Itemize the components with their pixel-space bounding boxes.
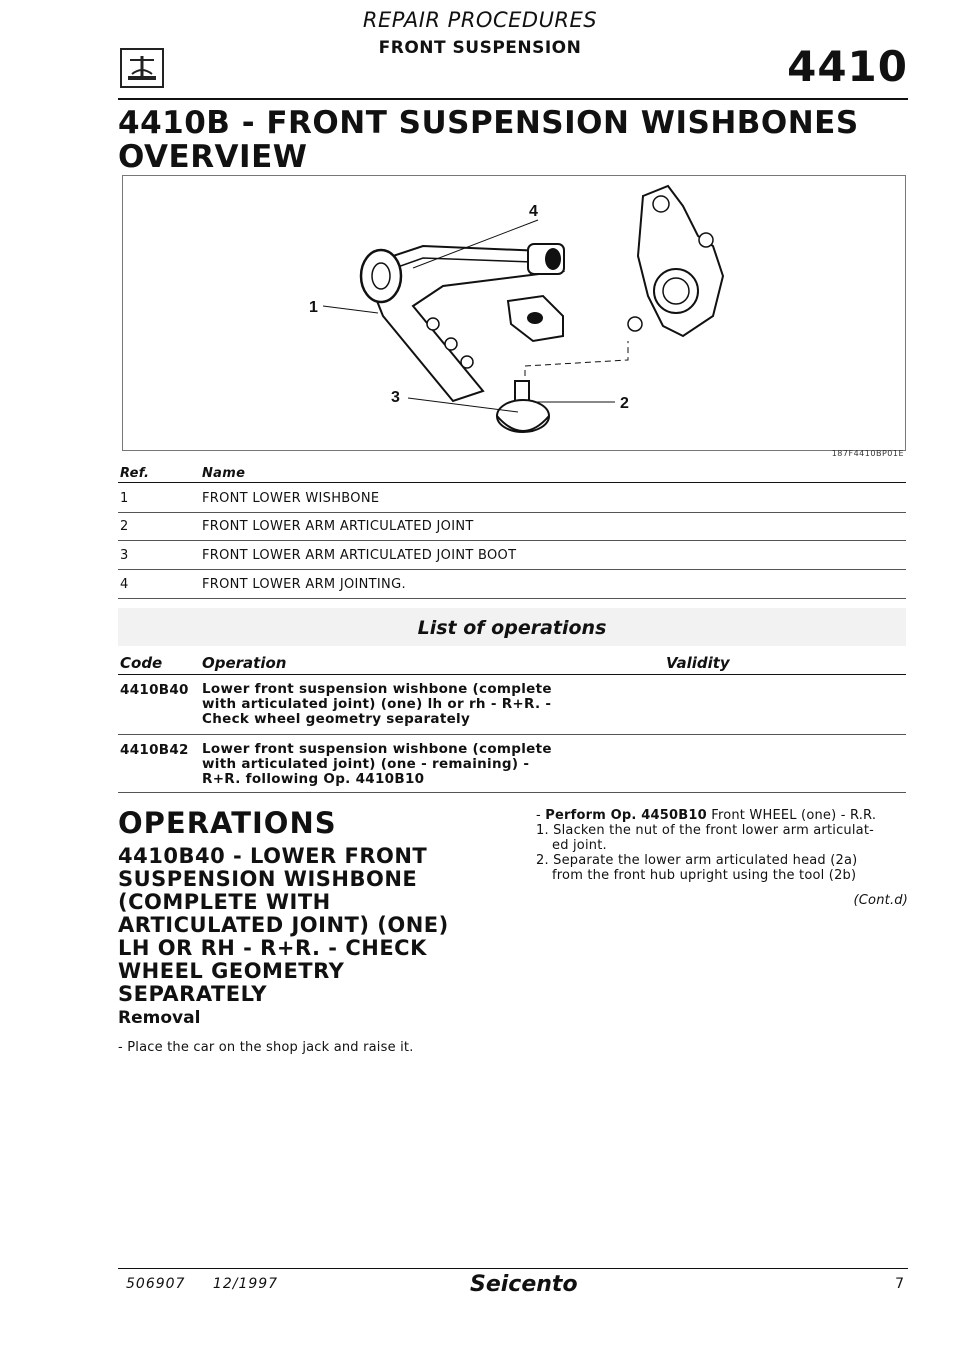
op-description	[202, 682, 582, 727]
callout-4: 4	[529, 203, 538, 220]
op-line: Check wheel geometry separately	[202, 711, 471, 727]
op-line: with articulated joint) (one) lh or rh - R+R. -	[202, 696, 552, 712]
subheading-line: WHEEL GEOMETRY	[118, 959, 345, 983]
footer-divider	[118, 1268, 908, 1269]
code-header: Code	[120, 654, 163, 672]
header-code: 4410	[787, 42, 908, 91]
wishbone-illustration	[123, 176, 905, 450]
divider	[118, 569, 906, 570]
header-section: REPAIR PROCEDURES	[362, 8, 598, 32]
operation-subheading	[118, 845, 518, 1006]
step-perform: - Perform Op. 4450B10 Front WHEEL (one) - R.R.	[536, 808, 877, 823]
operation-header: Operation	[202, 654, 287, 672]
op-line: with articulated joint) (one - remaining) -	[202, 756, 530, 772]
ref-cell: 1	[120, 491, 129, 506]
subheading-line: LH OR RH - R+R. - CHECK	[118, 936, 427, 960]
name-cell: FRONT LOWER ARM ARTICULATED JOINT	[202, 519, 474, 534]
step-2-cont: from the front hub upright using the tool (2b)	[552, 868, 857, 883]
page-number: 7	[895, 1276, 904, 1292]
procedure-steps	[536, 808, 908, 908]
op-code: 4410B40	[120, 682, 189, 698]
doc-number: 506907	[126, 1276, 186, 1292]
op-line: Lower front suspension wishbone (complete	[202, 681, 552, 697]
brand-logo: Seicento	[470, 1272, 578, 1297]
op-description	[202, 742, 582, 787]
name-cell: FRONT LOWER ARM JOINTING.	[202, 577, 406, 592]
name-header: Name	[202, 466, 246, 481]
doc-date: 12/1997	[212, 1276, 279, 1292]
divider	[118, 674, 906, 675]
op-line: Lower front suspension wishbone (complete	[202, 741, 552, 757]
callout-2: 2	[620, 395, 629, 412]
page-title-line1: 4410B - FRONT SUSPENSION WISHBONES	[118, 105, 859, 141]
step-1-cont: ed joint.	[552, 838, 607, 853]
divider	[118, 598, 906, 599]
divider	[118, 540, 906, 541]
step-1: 1. Slacken the nut of the front lower arm articulat-	[536, 823, 875, 838]
continued-note: (Cont.d)	[853, 893, 908, 908]
subheading-line: ARTICULATED JOINT) (ONE)	[118, 913, 449, 937]
exploded-diagram	[122, 175, 906, 451]
divider	[118, 482, 906, 483]
op-line: R+R. following Op. 4410B10	[202, 771, 425, 787]
operations-table	[118, 654, 906, 794]
operations-heading: OPERATIONS	[118, 806, 337, 840]
ref-cell: 3	[120, 548, 129, 563]
subheading-line: (COMPLETE WITH	[118, 890, 331, 914]
perform-op-text: Front WHEEL (one) - R.R.	[706, 808, 877, 823]
operations-list-title: List of operations	[417, 617, 607, 639]
page-title-line2: OVERVIEW	[118, 139, 308, 175]
subheading-line: 4410B40 - LOWER FRONT	[118, 844, 428, 868]
ref-cell: 4	[120, 577, 129, 592]
divider	[118, 792, 906, 793]
removal-heading: Removal	[118, 1008, 201, 1028]
step-2: 2. Separate the lower arm articulated head (2a)	[536, 853, 858, 868]
ref-header: Ref.	[120, 466, 150, 481]
ref-cell: 2	[120, 519, 129, 534]
footer-docinfo	[126, 1276, 278, 1292]
operations-list-banner	[118, 608, 906, 646]
name-cell: FRONT LOWER ARM ARTICULATED JOINT BOOT	[202, 548, 517, 563]
callout-3: 3	[391, 389, 400, 406]
subheading-line: SUSPENSION WISHBONE	[118, 867, 418, 891]
figure-code: 187F4410BP01E	[831, 449, 904, 458]
validity-header: Validity	[666, 654, 730, 672]
name-cell: FRONT LOWER WISHBONE	[202, 491, 380, 506]
suspension-icon	[120, 48, 164, 88]
divider	[118, 734, 906, 735]
perform-op-ref: Perform Op. 4450B10	[545, 808, 707, 823]
page-title	[118, 106, 859, 174]
callout-1: 1	[309, 299, 318, 316]
header-subsection: FRONT SUSPENSION	[378, 38, 582, 58]
divider	[118, 512, 906, 513]
op-code: 4410B42	[120, 742, 189, 758]
header-divider	[118, 98, 908, 100]
step-raise-car: - Place the car on the shop jack and raise it.	[118, 1040, 414, 1055]
parts-table	[118, 466, 906, 606]
subheading-line: SEPARATELY	[118, 982, 267, 1006]
